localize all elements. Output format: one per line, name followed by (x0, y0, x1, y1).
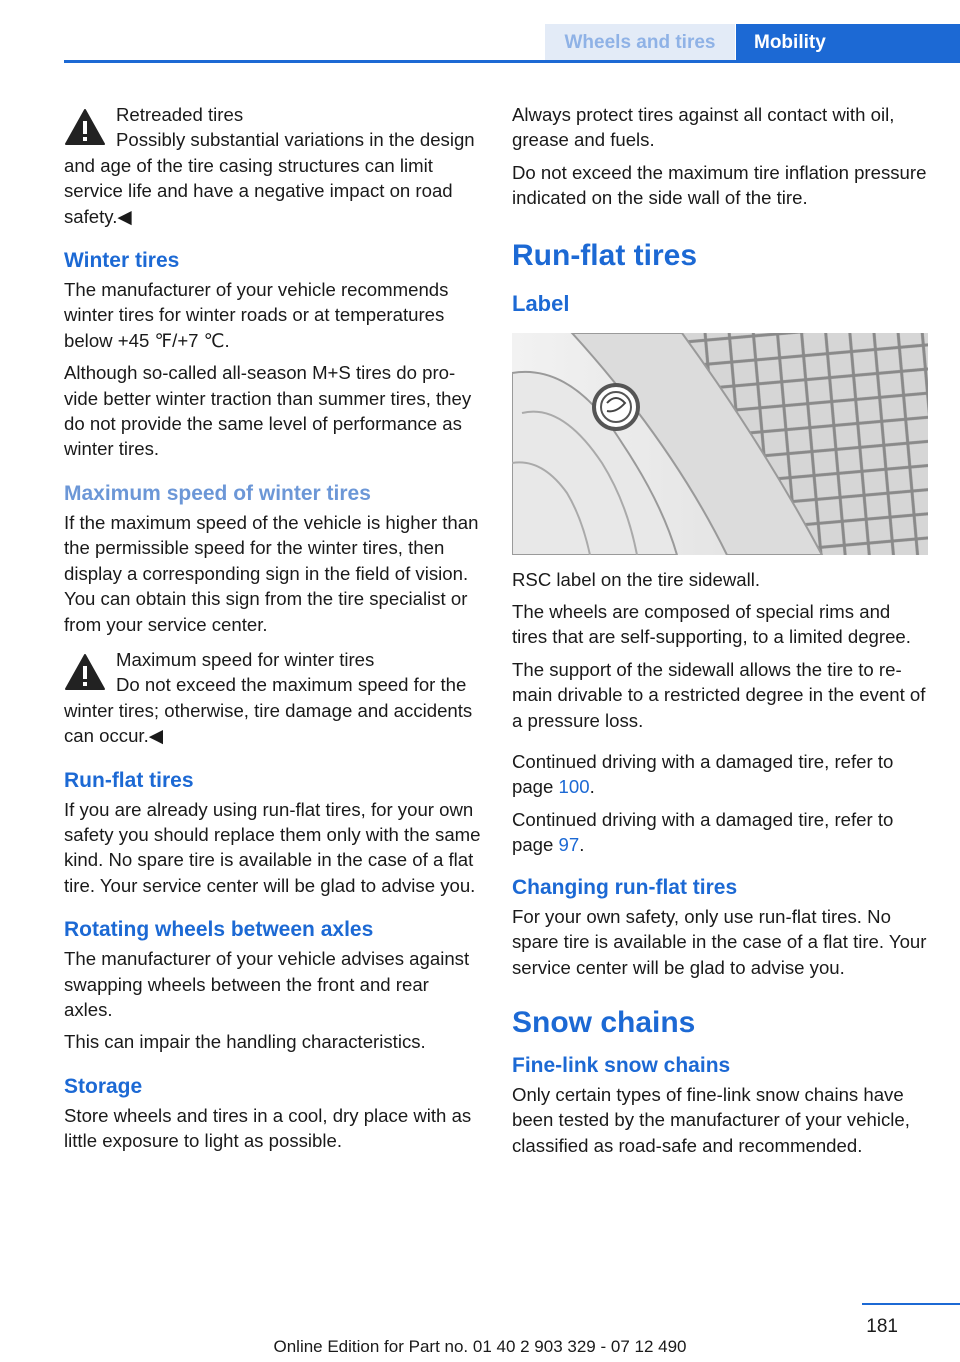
paragraph: If the maximum speed of the vehicle is higher than the permissible speed for the winter tires, then display a corresponding sign in the field of vision. You can obtain this sign from the tire specialist or from your service center. (64, 511, 479, 635)
header-section-tab: Wheels and tires (545, 24, 735, 60)
cross-reference (512, 749, 930, 800)
paragraph: Do not exceed the maximum tire inflation pressure indicated on the side wall of the tire. (512, 161, 927, 209)
paragraph: Although so-called all-season M+S tires do provide better winter traction than summer tires, they do not provide the same level of performance as winter tires. (64, 362, 472, 460)
heading-run-flat-tires: Run-flat tires (512, 238, 698, 272)
heading-rotating-wheels: Rotating wheels between axles (64, 918, 374, 942)
heading-winter-tires: Winter tires (64, 249, 180, 273)
heading-snow-chains: Snow chains (512, 1005, 696, 1039)
warning-body: Possibly substantial variations in the design and age of the tire casing structures can limit service life and have a negative impact on road safety.◀ (64, 129, 475, 227)
warning-triangle-icon (64, 653, 106, 691)
warning-body: Do not exceed the maximum speed for the winter tires; otherwise, tire damage and accidents can occur.◀ (64, 674, 473, 747)
paragraph: Always protect tires against all contact with oil, grease and fuels. (512, 104, 895, 151)
heading-label: Label (512, 290, 570, 316)
tire-sidewall-image (512, 333, 928, 555)
paragraph: The wheels are composed of special rims and tires that are self-supporting, to a limited degree. (512, 601, 911, 648)
right-column (512, 102, 930, 1165)
edition-note: Online Edition for Part no. 01 40 2 903 329 - 07 12 490 (273, 1337, 687, 1356)
paragraph: The support of the sidewall allows the tire to remain drivable to a restricted degree in the event of a pressure loss. (512, 658, 926, 731)
heading-run-flat-tires: Run-flat tires (64, 768, 194, 792)
heading-fine-link-chains: Fine-link snow chains (512, 1053, 731, 1077)
heading-changing-run-flat: Changing run-flat tires (512, 875, 738, 899)
rsc-tire-illustration (512, 333, 928, 555)
paragraph: Only certain types of fine-link snow chains have been tested by the manufacturer of your vehicle, classified as road-safe and recommended. (512, 1083, 910, 1156)
period: . (589, 776, 595, 798)
paragraph: This can impair the handling characteristics. (64, 1031, 426, 1053)
reference-text: Continued driving with a damaged tire, refer to page (512, 751, 894, 798)
period: . (579, 834, 585, 856)
cross-reference (512, 807, 930, 858)
paragraph: The manufacturer of your vehicle advises against swapping wheels between the front and rear axles. (64, 948, 470, 1020)
paragraph: The manufacturer of your vehicle recommends winter tires for winter roads or at temperatures below +45 ℉/+7 ℃. (64, 279, 449, 351)
warning-retreaded-tires (64, 102, 482, 229)
header-chapter-tab: Mobility (736, 24, 960, 60)
page-number: 181 (866, 1316, 898, 1337)
header-rule (64, 60, 960, 63)
figure-caption: RSC label on the tire sidewall. (512, 568, 761, 590)
paragraph: Store wheels and tires in a cool, dry place with as little exposure to light as possible. (64, 1104, 472, 1152)
warning-title: Maximum speed for winter tires (116, 648, 375, 670)
reference-text: Continued driving with a damaged tire, refer to page (512, 808, 894, 856)
warning-maximum-speed (64, 647, 482, 749)
paragraph: For your own safety, only use run-flat tires. No spare tire is available in the case of a flat tire. Your service center will be glad to advise you. (512, 905, 927, 978)
heading-maximum-speed: Maximum speed of winter tires (64, 481, 371, 505)
page-link-97[interactable]: 97 (558, 834, 580, 856)
heading-storage: Storage (64, 1074, 143, 1098)
page-link-100[interactable]: 100 (558, 776, 590, 798)
footer-rule (862, 1303, 960, 1305)
warning-title: Retreaded tires (116, 104, 244, 125)
warning-triangle-icon (64, 108, 106, 146)
paragraph: If you are already using run-flat tires, for your own safety you should replace them only with the same kind. No spare tire is available in the case of a flat tire. Your service center will be glad to advise you. (64, 798, 481, 896)
left-column (64, 102, 482, 1161)
